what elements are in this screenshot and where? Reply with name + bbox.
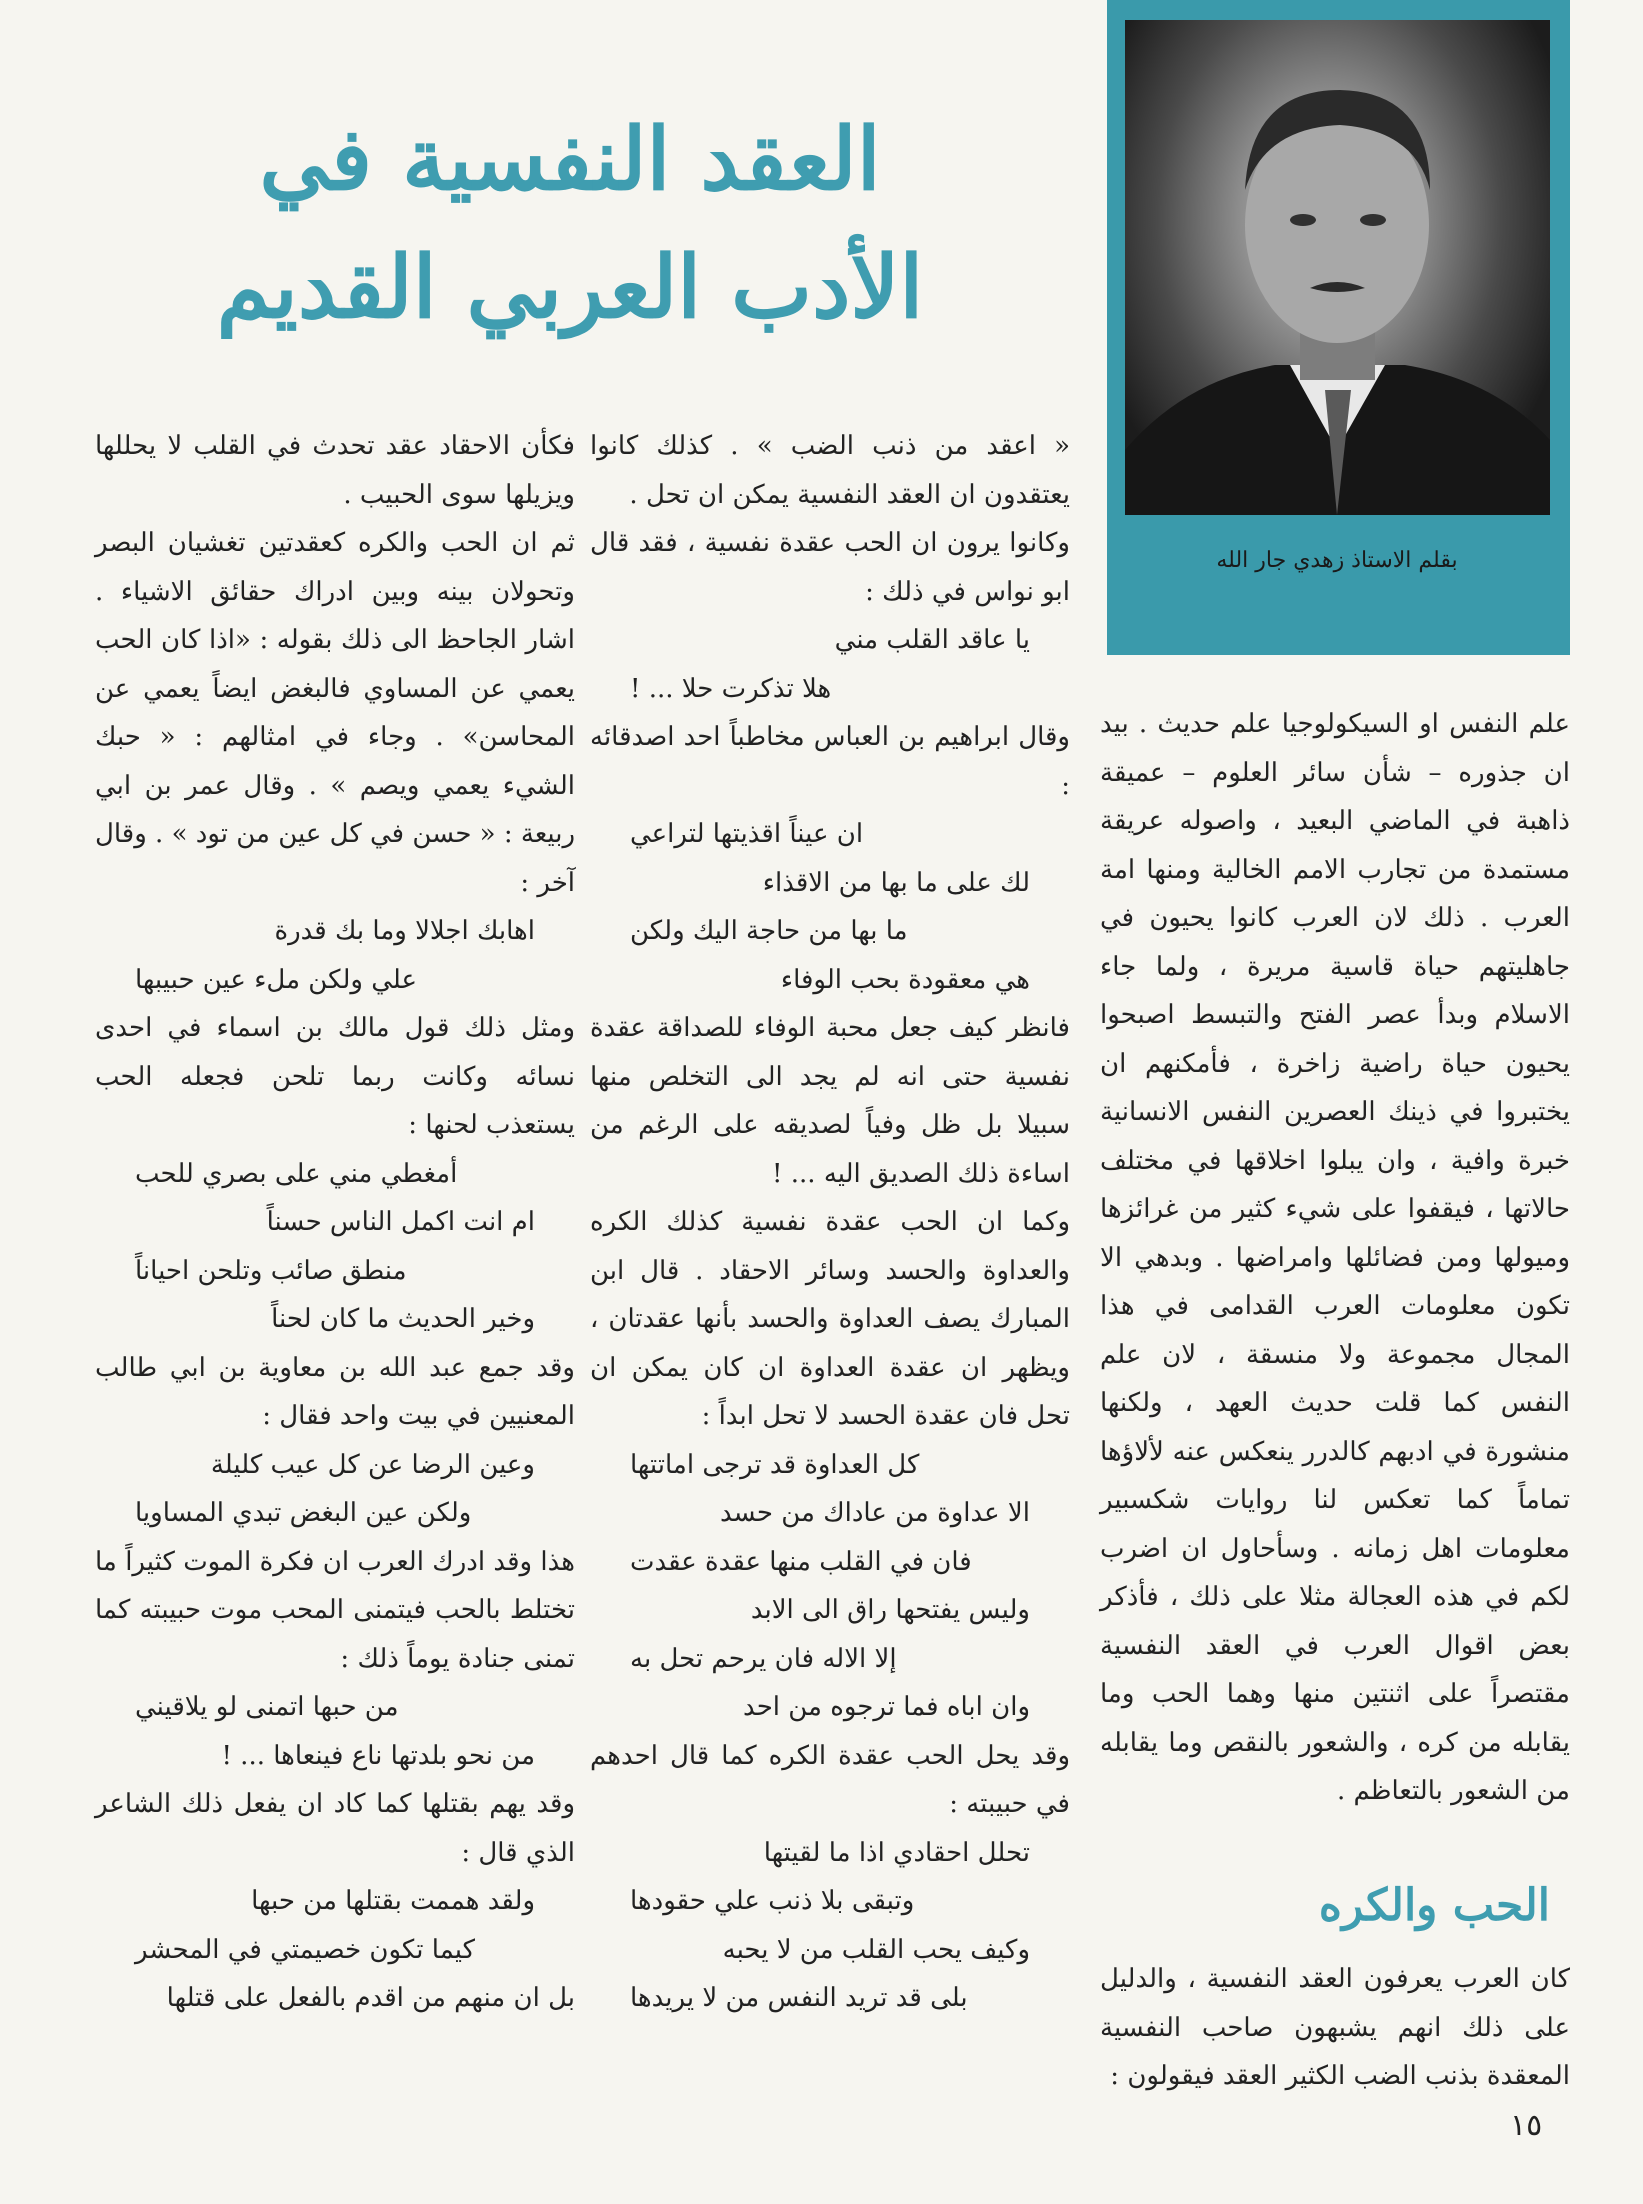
- verse-line: يا عاقد القلب مني: [834, 625, 1030, 655]
- verse-line: وتبقى بلا ذنب علي حقودها: [630, 1886, 915, 1916]
- author-portrait-box: [1107, 0, 1570, 655]
- title-line-1: العقد النفسية في: [259, 109, 881, 210]
- verse-line: هي معقودة بحب الوفاء: [780, 964, 1030, 995]
- paragraph: كان العرب يعرفون العقد النفسية ، والدليل على ذلك انهم يشبهون صاحب النفسية المعقدة بذنب الضب الكثير العقد فيقولون :: [1100, 1964, 1570, 2091]
- verse-line: ولقد هممت بقتلها من حبها: [251, 1886, 535, 1916]
- paragraph: فكأن الاحقاد عقد تحدث في القلب لا يحللها ويزيلها سوى الحبيب .: [95, 431, 575, 510]
- column-right: [1100, 700, 1570, 1816]
- column-right-lower: [1100, 1955, 1570, 2101]
- verse-line: ولكن عين البغض تبدي المساويا: [135, 1498, 472, 1528]
- paragraph: ثم ان الحب والكره كعقدتين تغشيان البصر وتحولان بينه وبين ادراك حقائق الاشياء . اشار الجاحظ الى ذلك بقوله : «اذا كان الحب يعمي عن المساوي فالبغض ايضاً يعمي عن المحاسن» . وجاء في امثالهم : « حبك الشيء يعمي ويصم » . وقال عمر بن ابي ربيعة : « حسن في كل عين من تود » . وقال آخر :: [94, 528, 575, 898]
- verse-line: منطق صائب وتلحن احياناً: [135, 1255, 407, 1286]
- column-left: [95, 422, 575, 2023]
- verse-line: علي ولكن ملء عين حبيبها: [135, 964, 417, 995]
- article-title: [110, 100, 1030, 348]
- paragraph: وكانوا يرون ان الحب عقدة نفسية ، فقد قال ابو نواس في ذلك :: [590, 528, 1070, 607]
- page-number: ١٥: [1510, 2108, 1543, 2143]
- section-heading: الحب والكره: [1318, 1880, 1550, 1931]
- verse-line: إلا الاله فان يرحم تحل به: [630, 1643, 897, 1674]
- paragraph: بل ان منهم من اقدم بالفعل على قتلها: [166, 1983, 575, 2013]
- verse-line: وكيف يحب القلب من لا يحبه: [722, 1934, 1030, 1965]
- paragraph: هذا وقد ادرك العرب ان فكرة الموت كثيراً ما تختلط بالحب فيتمنى المحب موت حبيبته كما تمنى جنادة يوماً ذلك :: [95, 1546, 575, 1674]
- verse-line: كيما تكون خصيمتي في المحشر: [135, 1934, 475, 1965]
- title-line-2: الأدب العربي القديم: [216, 237, 924, 338]
- author-photo: [1125, 20, 1550, 515]
- intro-paragraph: علم النفس او السيكولوجيا علم حديث . بيد ان جذوره – شأن سائر العلوم – عميقة ذاهبة في الماضي البعيد ، واصوله عريقة مستمدة من تجارب الامم الخالية ومنها امة العرب . ذلك لان العرب كانوا يحيون في جاهليتهم حياة قاسية مريرة ، ولما جاء الاسلام وبدأ عصر الفتح والتبسط اصبحوا يحيون حياة راضية زاخرة ، فأمكنهم ان يختبروا في ذينك العصرين النفس الانسانية خبرة وافية ، وان يبلوا اخلاقها في مختلف حالاتها ، فيقفوا على شيء كثير من غرائزها وميولها ومن فضائلها وامراضها . وبدهي الا تكون معلومات العرب القدامى في هذا المجال مجموعة ولا منسقة ، لان علم النفس كما قلت حديث العهد ، ولكنها منشورة في ادبهم كالدرر ينعكس عنه لألاؤها تماماً كما تعكس لنا روايات شكسبير معلومات اهل زمانه . وسأحاول ان اضرب لكم في هذه العجالة مثلا على ذلك ، فأذكر بعض اقوال العرب في العقد النفسية مقتصراً على اثنتين منها وهما الحب وما يقابله من كره ، والشعور بالنقص وما يقابله من الشعور بالتعاظم .: [1100, 709, 1570, 1806]
- paragraph: وقد يهم بقتلها كما كاد ان يفعل ذلك الشاعر الذي قال :: [95, 1789, 575, 1868]
- byline: بقلم الاستاذ زهدي جار الله: [1216, 548, 1458, 573]
- paragraph: ومثل ذلك قول مالك بن اسماء في احدى نسائه وكانت ربما تلحن فجعله الحب يستعذب لحنها :: [95, 1013, 575, 1140]
- verse-line: الا عداوة من عاداك من حسد: [720, 1498, 1030, 1528]
- verse-line: ان عيناً اقذيتها لتراعي: [630, 819, 864, 849]
- verse-line: أمغطي مني على بصري للحب: [135, 1158, 458, 1189]
- paragraph: وقال ابراهيم بن العباس مخاطباً احد اصدقائه :: [590, 722, 1070, 801]
- verse-line: من نحو بلدتها ناع فينعاها ... !: [221, 1740, 535, 1771]
- verse-line: تحلل احقادي اذا ما لقيتها: [763, 1837, 1030, 1868]
- verse-line: هلا تذكرت حلا ... !: [630, 673, 832, 704]
- verse-line: كل العداوة قد ترجى اماتتها: [630, 1449, 920, 1480]
- paragraph: « اعقد من ذنب الضب » . كذلك كانوا يعتقدون ان العقد النفسية يمكن ان تحل .: [590, 431, 1070, 510]
- verse-line: وان اباه فما ترجوه من احد: [743, 1692, 1030, 1722]
- verse-line: فان في القلب منها عقدة عقدت: [630, 1546, 972, 1577]
- verse-line: وليس يفتحها راق الى الابد: [750, 1595, 1030, 1625]
- verse-line: ام انت اكمل الناس حسناً: [266, 1207, 535, 1237]
- paragraph: وقد يحل الحب عقدة الكره كما قال احدهم في حبيبته :: [590, 1740, 1070, 1819]
- verse-line: لك على ما بها من الاقذاء: [762, 867, 1030, 898]
- verse-line: من حبها اتمنى لو يلاقيني: [135, 1692, 399, 1722]
- paragraph: وقد جمع عبد الله بن معاوية بن ابي طالب المعنيين في بيت واحد فقال :: [95, 1352, 575, 1431]
- verse-line: وخير الحديث ما كان لحناً: [271, 1304, 535, 1334]
- paragraph: وكما ان الحب عقدة نفسية كذلك الكره والعداوة والحسد وسائر الاحقاد . قال ابن المبارك يصف العداوة والحسد بأنها عقدتان ، ويظهر ان عقدة العداوة ان كان يمكن ان تحل فان عقدة الحسد لا تحل ابداً :: [590, 1207, 1070, 1431]
- verse-line: ما بها من حاجة اليك ولكن: [630, 916, 908, 946]
- verse-line: بلى قد تريد النفس من لا يريدها: [630, 1983, 968, 2013]
- verse-line: وعين الرضا عن كل عيب كليلة: [210, 1449, 535, 1480]
- verse-line: اهابك اجلالا وما بك قدرة: [274, 916, 535, 946]
- column-middle: [590, 422, 1070, 2023]
- paragraph: فانظر كيف جعل محبة الوفاء للصداقة عقدة نفسية حتى انه لم يجد الى التخلص منها سبيلا بل ظل وفياً لصديقه على الرغم من اساءة ذلك الصديق اليه ... !: [590, 1013, 1070, 1189]
